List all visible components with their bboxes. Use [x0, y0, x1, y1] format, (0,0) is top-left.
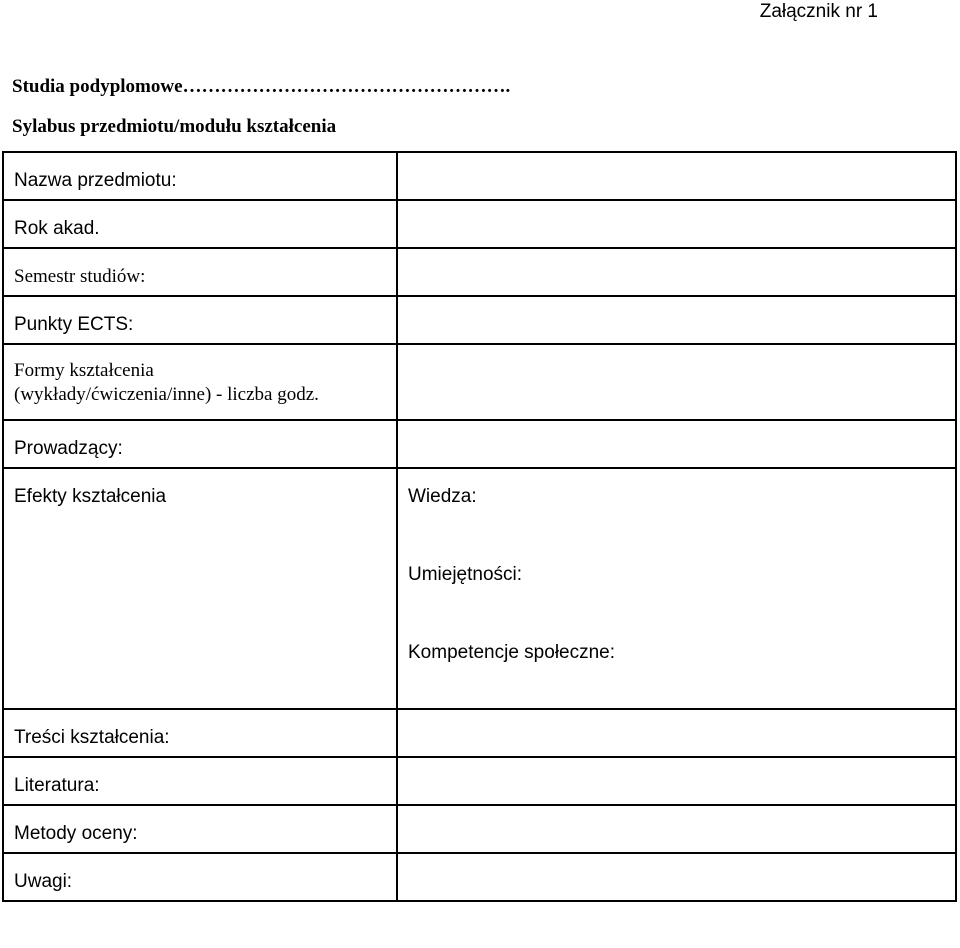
label-cell — [3, 296, 397, 344]
semestr-value-cell[interactable] — [397, 248, 956, 296]
wiedza-label: Wiedza: — [408, 486, 477, 507]
row-literatura — [3, 757, 956, 805]
row-uwagi — [3, 853, 956, 901]
row-ects — [3, 296, 956, 344]
syllabus-title: Sylabus przedmiotu/modułu kształcenia — [12, 116, 337, 137]
tresci-value-cell[interactable] — [397, 709, 956, 757]
label-cell — [3, 805, 397, 853]
row-formy — [3, 344, 956, 420]
nazwa-label: Nazwa przedmiotu: — [14, 170, 177, 191]
efekty-value-cell[interactable] — [397, 468, 956, 709]
efekty-label: Efekty kształcenia — [14, 486, 167, 507]
row-semestr — [3, 248, 956, 296]
label-cell — [3, 200, 397, 248]
semestr-label: Semestr studiów: — [14, 266, 146, 287]
annex-label: Załącznik nr 1 — [759, 1, 878, 22]
label-cell — [3, 152, 397, 200]
prowadzacy-label: Prowadzący: — [14, 438, 123, 459]
prowadzacy-value-cell[interactable] — [397, 420, 956, 468]
label-cell — [3, 468, 397, 709]
syllabus-table — [2, 151, 957, 902]
literatura-label: Literatura: — [14, 775, 100, 796]
nazwa-value-cell[interactable] — [397, 152, 956, 200]
program-title: Studia podyplomowe……………………………………………. — [12, 76, 511, 97]
formy-label-line1: Formy kształcenia — [14, 360, 154, 381]
metody-value-cell[interactable] — [397, 805, 956, 853]
rok-label: Rok akad. — [14, 218, 100, 239]
row-metody — [3, 805, 956, 853]
row-rok — [3, 200, 956, 248]
label-cell — [3, 420, 397, 468]
ects-label: Punkty ECTS: — [14, 314, 134, 335]
label-cell — [3, 853, 397, 901]
kompetencje-label: Kompetencje społeczne: — [408, 642, 616, 663]
uwagi-label: Uwagi: — [14, 871, 73, 892]
tresci-label: Treści kształcenia: — [14, 727, 170, 748]
row-tresci — [3, 709, 956, 757]
label-cell — [3, 344, 397, 420]
row-nazwa — [3, 152, 956, 200]
literatura-value-cell[interactable] — [397, 757, 956, 805]
metody-label: Metody oceny: — [14, 823, 138, 844]
row-prowadzacy — [3, 420, 956, 468]
label-cell — [3, 757, 397, 805]
label-cell — [3, 248, 397, 296]
formy-label-line2: (wykłady/ćwiczenia/inne) - liczba godz. — [14, 384, 319, 405]
uwagi-value-cell[interactable] — [397, 853, 956, 901]
umiejetnosci-label: Umiejętności: — [408, 564, 523, 585]
ects-value-cell[interactable] — [397, 296, 956, 344]
rok-value-cell[interactable] — [397, 200, 956, 248]
row-efekty — [3, 468, 956, 709]
label-cell — [3, 709, 397, 757]
formy-value-cell[interactable] — [397, 344, 956, 420]
